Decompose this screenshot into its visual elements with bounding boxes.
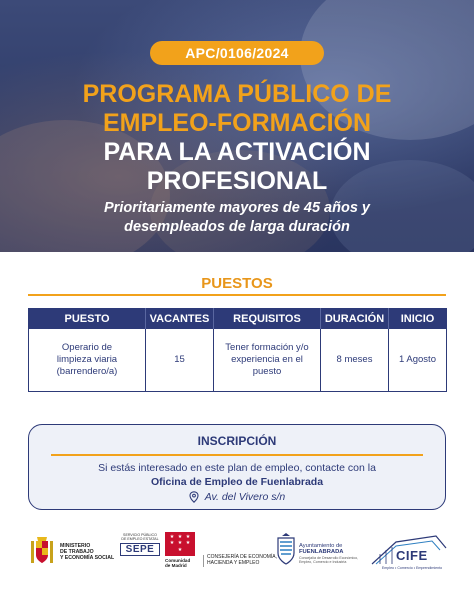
ministerio-text (60, 543, 114, 561)
logo-text-line: de Madrid (165, 563, 187, 569)
cife-tagline: Empleo • Comercio • Emprendimiento (381, 566, 443, 570)
hero-banner (0, 0, 474, 252)
logo-text-line: Concejalía de Desarrollo Económico, (299, 555, 359, 560)
table-header-row (29, 309, 447, 329)
logo-text-line: Empleo, Comercio e Industria (299, 560, 347, 565)
reference-badge: APC/0106/2024 (150, 41, 324, 65)
ministerio-trabajo-logo (28, 534, 122, 570)
subtitle-line: desempleados de larga duración (124, 219, 350, 235)
ayuntamiento-fuenlabrada-logo (276, 533, 366, 573)
column-header-duracion: DURACIÓN (321, 309, 389, 329)
madrid-flag-icon: ★ ★ ★ ★ ★ ★ ★ (165, 532, 195, 556)
logo-text-line: FUENLABRADA (299, 549, 344, 556)
logo-text-line: Y ECONOMÍA SOCIAL (60, 555, 115, 561)
office-address (29, 491, 445, 503)
consejeria-text (203, 555, 278, 567)
logo-text-line: SERVICIO PÚBLICO (123, 533, 157, 537)
logo-text-line: MINISTERIO (60, 543, 91, 549)
comunidad-madrid-logo (165, 532, 200, 572)
logo-text-line: CONSEJERÍA DE ECONOMÍA, (207, 554, 278, 560)
program-subtitle (0, 199, 474, 237)
sepe-logo (120, 533, 160, 571)
column-header-requisitos: REQUISITOS (214, 309, 321, 329)
spain-coat-of-arms-icon (28, 535, 56, 569)
title-line: PARA LA ACTIVACIÓN (103, 138, 371, 166)
logo-text-line: DE EMPLEO ESTATAL (121, 537, 159, 542)
column-header-vacantes: VACANTES (146, 309, 214, 329)
logo-text-line: HACIENDA Y EMPLEO (207, 559, 260, 566)
section-divider (51, 454, 423, 456)
logo-text-line: Ayuntamiento de (299, 543, 343, 549)
inscripcion-instruction: Si estás interesado en este plan de empleo, contacte con la (98, 462, 376, 474)
table-row (29, 329, 447, 392)
cell-puesto (29, 329, 146, 392)
comunidad-text (165, 558, 200, 568)
cell-duracion: 8 meses (321, 329, 389, 392)
cell-requisitos (214, 329, 321, 392)
logo-text-line: Comunidad (165, 558, 191, 563)
subtitle-line: Prioritariamente mayores de 45 años y (104, 200, 370, 216)
logo-text-line: DE TRABAJO (60, 549, 94, 555)
office-name: Oficina de Empleo de Fuenlabrada (150, 476, 324, 488)
inscripcion-heading: INSCRIPCIÓN (197, 434, 277, 448)
ayuntamiento-text (299, 543, 358, 564)
section-divider (28, 294, 446, 296)
cell-line: (barrendero/a) (56, 365, 118, 377)
cell-vacantes: 15 (146, 329, 214, 392)
address-text: Av. del Vivero s/n (204, 491, 286, 503)
inscripcion-box (28, 424, 446, 510)
cell-inicio: 1 Agosto (389, 329, 447, 392)
puestos-table (28, 308, 447, 392)
cell-line: experiencia en el puesto (231, 353, 303, 377)
puestos-heading: PUESTOS (201, 275, 273, 292)
column-header-puesto: PUESTO (29, 309, 146, 329)
sepe-wordmark: SEPE (120, 543, 160, 556)
cife-wordmark: CIFE (396, 548, 428, 563)
program-title (0, 80, 474, 196)
column-header-inicio: INICIO (389, 309, 447, 329)
cell-line: Operario de (61, 341, 113, 353)
location-pin-icon (189, 491, 199, 503)
cell-line: limpieza viaria (56, 353, 118, 365)
title-line: EMPLEO-FORMACIÓN (102, 109, 372, 137)
title-line: PROGRAMA PÚBLICO DE (82, 80, 392, 108)
fuenlabrada-shield-icon (276, 533, 296, 565)
cife-logo (366, 532, 450, 574)
cell-line: Tener formación y/o (225, 341, 309, 353)
inscripcion-text (29, 461, 445, 489)
title-line: PROFESIONAL (146, 167, 328, 195)
